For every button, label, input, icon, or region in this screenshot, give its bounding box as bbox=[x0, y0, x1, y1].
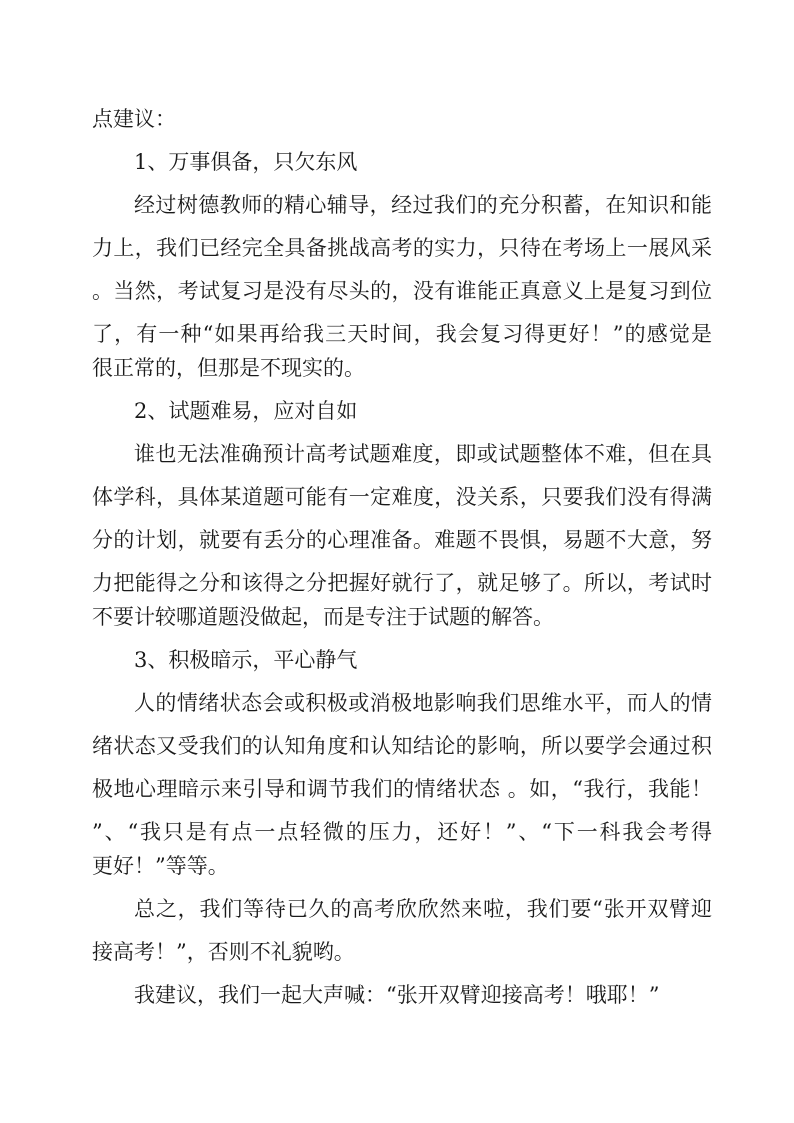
text-line: 经过树德教师的精心辅导，经过我们的充分积蓄，在知识和能 bbox=[134, 193, 712, 217]
text-line: 不要计较哪道题没做起，而是专注于试题的解答。 bbox=[92, 605, 554, 629]
text-line: 体学科，具体某道题可能有一定难度，没关系，只要我们没有得满 bbox=[92, 485, 712, 509]
text-line: 谁也无法准确预计高考试题难度，即或试题整体不难，但在具 bbox=[134, 442, 712, 466]
text-line: 力上，我们已经完全具备挑战高考的实力，只待在考场上一展风采 bbox=[92, 236, 712, 260]
heading-line: 3、积极暗示，平心静气 bbox=[134, 648, 358, 672]
text-line: 人的情绪状态会或积极或消极地影响我们思维水平，而人的情 bbox=[134, 691, 712, 715]
text-line: 总之，我们等待已久的高考欣欣然来啦，我们要“张开双臂迎 bbox=[134, 897, 712, 921]
text-line: 我建议，我们一起大声喊：“张开双臂迎接高考！哦耶！” bbox=[134, 983, 660, 1007]
text-line: 了，有一种“如果再给我三天时间，我会复习得更好！”的感觉是 bbox=[92, 322, 712, 346]
text-line: ”、“我只是有点一点轻微的压力，还好！”、“下一科我会考得 bbox=[92, 820, 712, 844]
text-line: 接高考！”，否则不礼貌哟。 bbox=[92, 940, 355, 964]
text-line: 分的计划，就要有丢分的心理准备。难题不畏惧，易题不大意，努 bbox=[92, 528, 712, 552]
heading-line: 2、试题难易，应对自如 bbox=[134, 399, 358, 423]
text-line: 更好！”等等。 bbox=[92, 854, 229, 878]
text-line: 极地心理暗示来引导和调节我们的情绪状态 。如，“我行，我能！ bbox=[92, 777, 712, 801]
text-line: 很正常的，但那是不现实的。 bbox=[92, 356, 365, 380]
text-line: 点建议： bbox=[92, 107, 176, 131]
text-line: 力把能得之分和该得之分把握好就行了，就足够了。所以，考试时 bbox=[92, 571, 712, 595]
heading-line: 1、万事俱备，只欠东风 bbox=[134, 150, 358, 174]
text-line: 绪状态又受我们的认知角度和认知结论的影响，所以要学会通过积 bbox=[92, 734, 712, 758]
text-line: 。当然，考试复习是没有尽头的，没有谁能正真意义上是复习到位 bbox=[92, 279, 712, 303]
